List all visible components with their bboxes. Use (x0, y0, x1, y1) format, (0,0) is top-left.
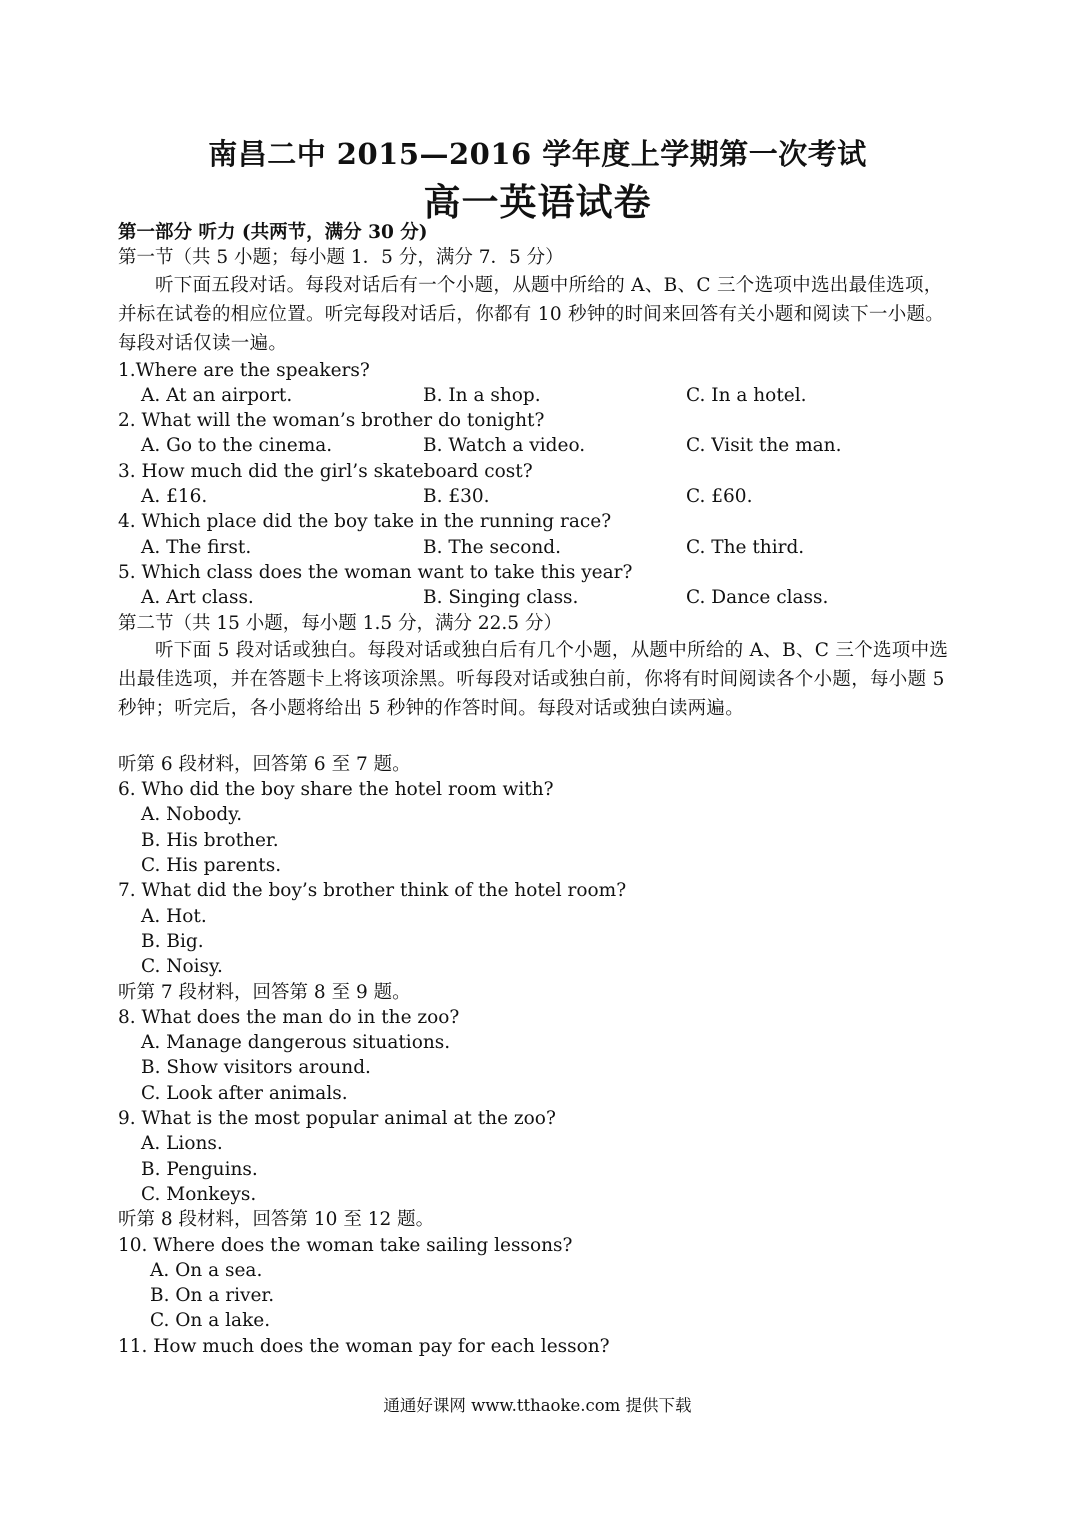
part1-heading: 第一部分 听力 (共两节，满分 30 分) (118, 222, 428, 243)
options-row-1 (118, 383, 958, 408)
option-c: C. On a lake. (150, 1310, 271, 1332)
exam-title: 南昌二中 2015—2016 学年度上学期第一次考试 (208, 137, 867, 171)
option-b: B. Singing class. (423, 587, 579, 609)
option-c: C. His parents. (141, 855, 282, 877)
question-10: 10. Where does the woman take sailing lessons? (118, 1234, 573, 1256)
download-footer: 通通好课网 www.tthaoke.com 提供下载 (383, 1396, 692, 1415)
material-7-heading: 听第 7 段材料，回答第 8 至 9 题。 (118, 981, 411, 1003)
option-c: C. Look after animals. (141, 1082, 348, 1104)
section2-instructions: 听下面 5 段对话或独白。每段对话或独白后有几个小题，从题中所给的 A、B、C 三个选项中选出最佳选项，并在答题卡上将该项涂黑。听每段对话或独白前，你将有时间阅读各个小题，每小题 5 秒钟；听完后，各小题将给出 5 秒钟的作答时间。每段对话或独白读两遍。 (118, 639, 949, 719)
question-1: 1.Where are the speakers? (118, 359, 370, 381)
option-a: A. £16. (141, 486, 208, 508)
question-6: 6. Who did the boy share the hotel room with? (118, 779, 554, 801)
option-a: A. Nobody. (141, 804, 243, 826)
question-4: 4. Which place did the boy take in the running race? (118, 511, 612, 533)
option-a: A. Hot. (141, 905, 207, 927)
option-b: B. Watch a video. (423, 435, 586, 457)
section1-heading: 第一节（共 5 小题；每小题 1．5 分，满分 7．5 分） (118, 247, 564, 269)
option-b: B. Penguins. (141, 1158, 258, 1180)
exam-subtitle: 高一英语试卷 (423, 180, 652, 224)
option-a: A. The first. (141, 536, 252, 558)
options-row-4 (118, 535, 958, 560)
option-b: B. £30. (423, 486, 490, 508)
option-b: B. On a river. (150, 1285, 275, 1307)
question-8: 8. What does the man do in the zoo? (118, 1006, 460, 1028)
option-b: B. Show visitors around. (141, 1057, 371, 1079)
question-9: 9. What is the most popular animal at the zoo? (118, 1108, 556, 1130)
option-b: B. Big. (141, 930, 204, 952)
option-b: B. In a shop. (423, 384, 541, 406)
option-a: A. Manage dangerous situations. (141, 1032, 451, 1054)
option-a: A. Art class. (141, 587, 254, 609)
option-a: A. Go to the cinema. (141, 435, 333, 457)
question-11: 11. How much does the woman pay for each lesson? (118, 1335, 610, 1357)
option-c: C. In a hotel. (686, 384, 807, 406)
material-6-heading: 听第 6 段材料，回答第 6 至 7 题。 (118, 753, 411, 775)
option-c: C. Dance class. (686, 587, 829, 609)
option-a: A. Lions. (141, 1133, 223, 1155)
option-b: B. His brother. (141, 829, 279, 851)
option-c: C. Visit the man. (686, 435, 842, 457)
section1-instructions: 听下面五段对话。每段对话后有一个小题，从题中所给的 A、B、C 三个选项中选出最佳选项，并标在试卷的相应位置。听完每段对话后，你都有 10 秒钟的时间来回答有关小题和阅读下一小题。每段对话仅读一遍。 (118, 274, 945, 354)
options-row-2 (118, 433, 958, 458)
options-row-3 (118, 484, 958, 509)
exam-body (118, 220, 958, 1359)
question-5: 5. Which class does the woman want to take this year? (118, 561, 633, 583)
options-row-5 (118, 585, 958, 610)
option-a: A. On a sea. (150, 1259, 263, 1281)
section2-heading: 第二节（共 15 小题，每小题 1.5 分，满分 22.5 分） (118, 612, 562, 634)
question-7: 7. What did the boy’s brother think of the hotel room? (118, 880, 627, 902)
option-c: C. Monkeys. (141, 1183, 257, 1205)
question-3: 3. How much did the girl’s skateboard cost? (118, 460, 533, 482)
question-2: 2. What will the woman’s brother do tonight? (118, 410, 545, 432)
option-b: B. The second. (423, 536, 562, 558)
material-8-heading: 听第 8 段材料，回答第 10 至 12 题。 (118, 1209, 435, 1231)
option-c: C. The third. (686, 536, 805, 558)
option-a: A. At an airport. (141, 384, 293, 406)
option-c: C. Noisy. (141, 956, 223, 978)
option-c: C. £60. (686, 486, 753, 508)
